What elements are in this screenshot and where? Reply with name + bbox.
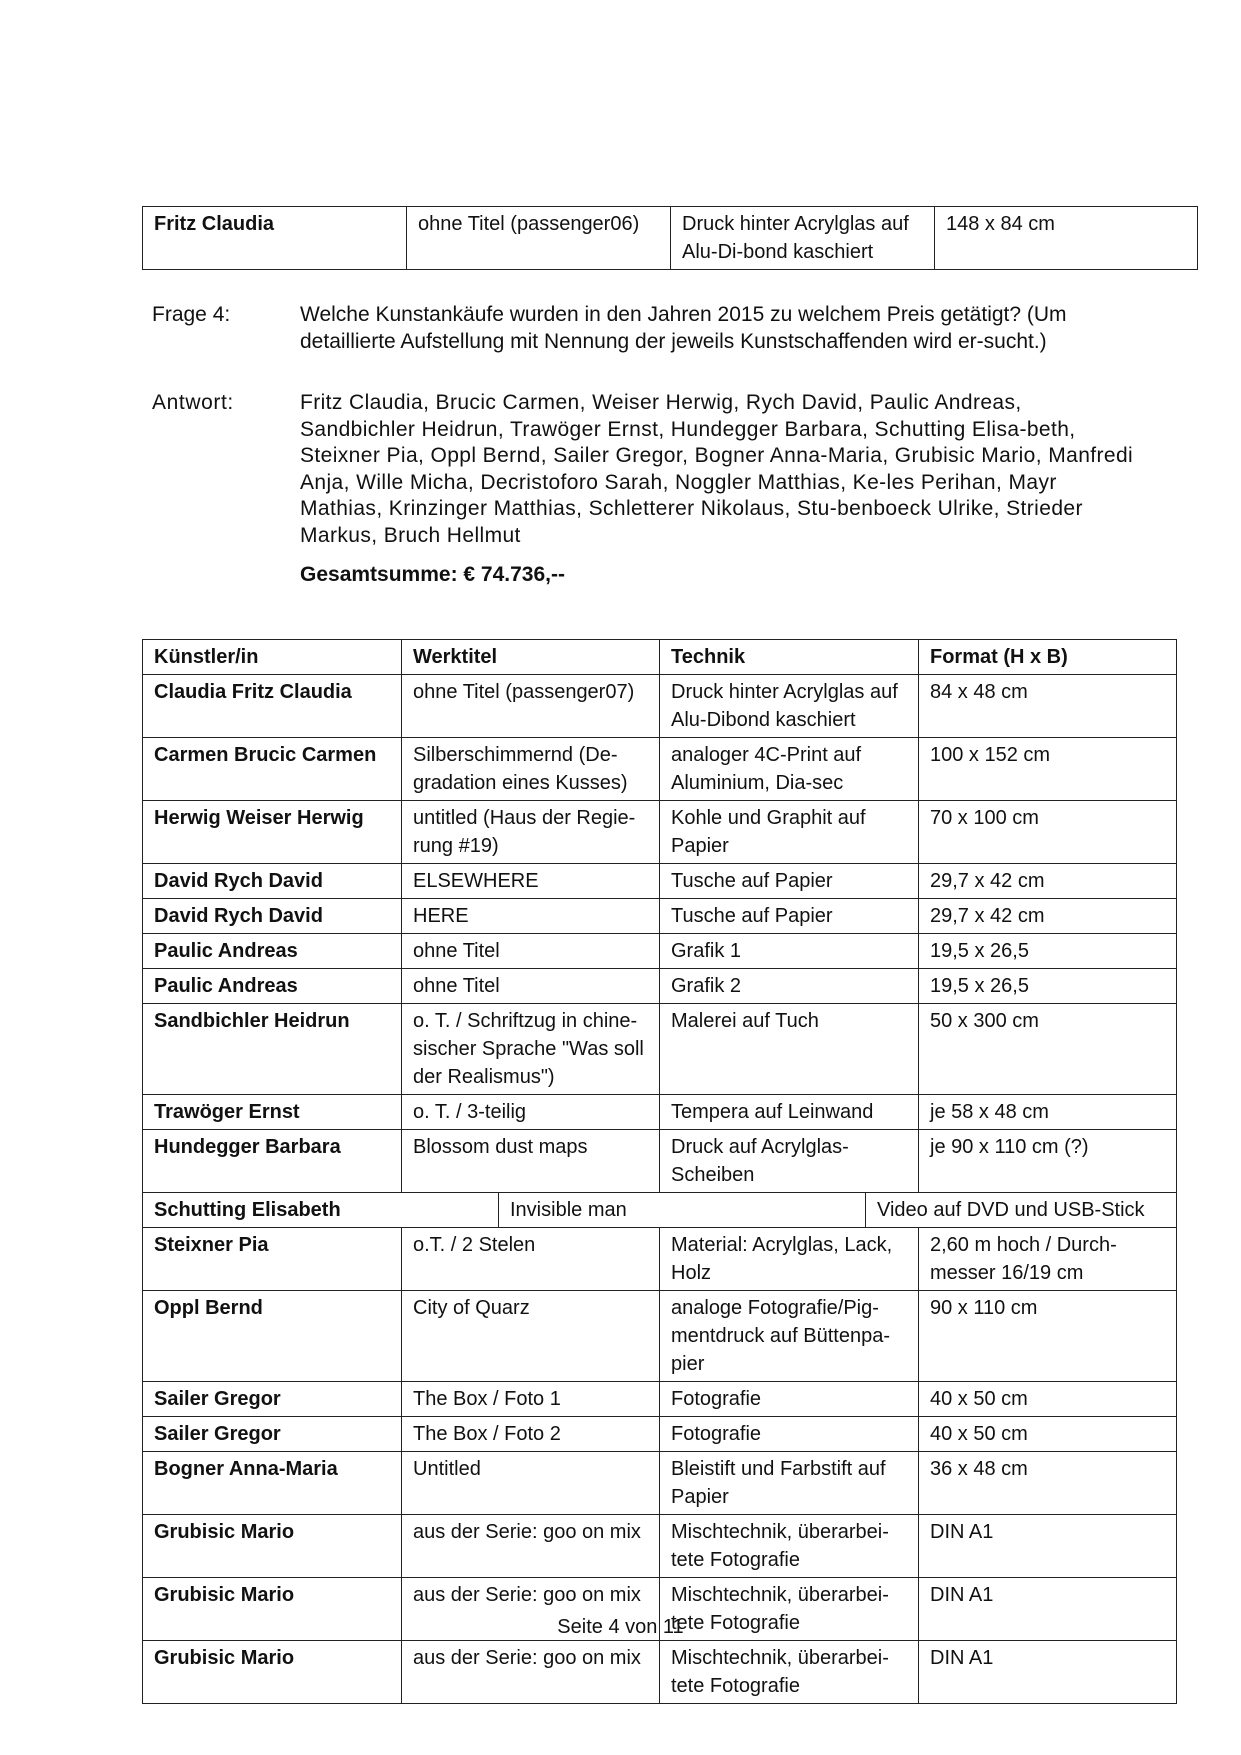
technique-cell: Kohle und Graphit auf Papier xyxy=(660,801,919,864)
table-row xyxy=(143,969,1177,1004)
technique-cell: Fotografie xyxy=(660,1417,919,1452)
table-row xyxy=(143,675,1177,738)
title-cell: ELSEWHERE xyxy=(402,864,660,899)
header-technique: Technik xyxy=(660,640,919,675)
technique-cell: Mischtechnik, überarbei-tete Fotografie xyxy=(660,1641,919,1704)
title-cell: The Box / Foto 1 xyxy=(402,1382,660,1417)
artist-cell: David Rych David xyxy=(143,864,402,899)
technique-cell: Tusche auf Papier xyxy=(660,864,919,899)
artist-cell: Herwig Weiser Herwig xyxy=(143,801,402,864)
artist-cell: Schutting Elisabeth xyxy=(154,1199,341,1221)
artist-cell: Fritz Claudia xyxy=(143,207,407,270)
artist-cell: Grubisic Mario xyxy=(143,1641,402,1704)
table-row xyxy=(143,934,1177,969)
artist-cell: Oppl Bernd xyxy=(143,1291,402,1382)
artist-cell: Paulic Andreas xyxy=(143,934,402,969)
technique-cell: Mischtechnik, überarbei-tete Fotografie xyxy=(660,1515,919,1578)
art-purchases-table xyxy=(142,639,1177,1704)
format-cell: DIN A1 xyxy=(919,1515,1177,1578)
artist-cell: Sailer Gregor xyxy=(143,1417,402,1452)
table-row xyxy=(143,1515,1177,1578)
technique-cell: Grafik 1 xyxy=(660,934,919,969)
table-row xyxy=(143,1382,1177,1417)
technique-cell: Tusche auf Papier xyxy=(660,899,919,934)
title-cell: ohne Titel (passenger07) xyxy=(402,675,660,738)
table-row xyxy=(143,801,1177,864)
format-cell: 2,60 m hoch / Durch-messer 16/19 cm xyxy=(919,1228,1177,1291)
technique-cell: Grafik 2 xyxy=(660,969,919,1004)
format-cell: 19,5 x 26,5 xyxy=(919,969,1177,1004)
page-number: Seite 4 von 11 xyxy=(557,1616,684,1638)
question-text: Welche Kunstankäufe wurden in den Jahren 2015 zu welchem Preis getätigt? (Um detaillierte Aufstellung mit Nennung der jeweils Kunstschaffenden wird er-sucht.) xyxy=(300,303,1067,353)
technique-cell: Druck auf Acrylglas-Scheiben xyxy=(660,1130,919,1193)
format-cell: 29,7 x 42 cm xyxy=(919,864,1177,899)
title-cell: Blossom dust maps xyxy=(402,1130,660,1193)
technique-cell: analoge Fotografie/Pig-mentdruck auf Büttenpa-pier xyxy=(660,1291,919,1382)
artist-cell: Bogner Anna-Maria xyxy=(143,1452,402,1515)
format-cell: 36 x 48 cm xyxy=(919,1452,1177,1515)
title-cell: HERE xyxy=(402,899,660,934)
format-cell: 19,5 x 26,5 xyxy=(919,934,1177,969)
title-cell: ohne Titel (passenger06) xyxy=(407,207,671,270)
technique-cell: Druck hinter Acrylglas auf Alu-Dibond kaschiert xyxy=(660,675,919,738)
technique-cell: Material: Acrylglas, Lack, Holz xyxy=(660,1228,919,1291)
artist-cell: Steixner Pia xyxy=(143,1228,402,1291)
format-cell: 40 x 50 cm xyxy=(919,1417,1177,1452)
table-row xyxy=(143,1095,1177,1130)
technique-cell: Video auf DVD und USB-Stick xyxy=(866,1193,1241,1227)
technique-cell: Tempera auf Leinwand xyxy=(660,1095,919,1130)
title-cell: The Box / Foto 2 xyxy=(402,1417,660,1452)
merged-row-cell xyxy=(143,1193,1177,1228)
technique-cell: analoger 4C-Print auf Aluminium, Dia-sec xyxy=(660,738,919,801)
table-row xyxy=(143,738,1177,801)
table-row xyxy=(143,1004,1177,1095)
format-cell: 84 x 48 cm xyxy=(919,675,1177,738)
total-sum: Gesamtsumme: € 74.736,-- xyxy=(300,563,565,586)
artist-cell: Claudia Fritz Claudia xyxy=(143,675,402,738)
format-cell: 90 x 110 cm xyxy=(919,1291,1177,1382)
table-row xyxy=(143,1228,1177,1291)
format-cell: 50 x 300 cm xyxy=(919,1004,1177,1095)
artist-cell: Grubisic Mario xyxy=(143,1515,402,1578)
technique-cell: Malerei auf Tuch xyxy=(660,1004,919,1095)
technique-cell: Druck hinter Acrylglas auf Alu-Di-bond kaschiert xyxy=(671,207,935,270)
title-cell: Invisible man xyxy=(499,1193,866,1227)
table-row xyxy=(143,1193,1177,1228)
format-cell: DIN A1 xyxy=(919,1578,1177,1641)
table-row xyxy=(143,207,1198,270)
table-row xyxy=(143,1452,1177,1515)
header-title: Werktitel xyxy=(402,640,660,675)
title-cell: ohne Titel xyxy=(402,934,660,969)
table-row xyxy=(143,864,1177,899)
title-cell: o. T. / 3-teilig xyxy=(402,1095,660,1130)
table-row xyxy=(143,1291,1177,1382)
header-format: Format (H x B) xyxy=(919,640,1177,675)
title-cell: aus der Serie: goo on mix xyxy=(402,1578,660,1641)
technique-cell: Mischtechnik, überarbei-tete Fotografie xyxy=(660,1578,919,1641)
format-cell: je 58 x 48 cm xyxy=(919,1095,1177,1130)
title-cell: Untitled xyxy=(402,1452,660,1515)
artist-cell: David Rych David xyxy=(143,899,402,934)
table-row xyxy=(143,899,1177,934)
technique-cell: Bleistift und Farbstift auf Papier xyxy=(660,1452,919,1515)
continuation-table xyxy=(142,206,1198,270)
table-row xyxy=(143,1641,1177,1704)
artist-cell: Grubisic Mario xyxy=(143,1578,402,1641)
artist-cell: Trawöger Ernst xyxy=(143,1095,402,1130)
answer-text: Fritz Claudia, Brucic Carmen, Weiser Herwig, Rych David, Paulic Andreas, Sandbichler Heidrun, Trawöger Ernst, Hundegger Barbara, Schutting Elisa-beth, Steixner Pia, Oppl Bernd, Sailer Gregor, Bogner Anna-Maria, Grubisic Mario, Manfredi Anja, Wille Micha, Decristoforo Sarah, Noggler Matthias, Ke-les Perihan, Mayr Mathias, Krinzinger Matthias, Schletterer Nikolaus, Stu-benboeck Ulrike, Strieder Markus, Bruch Hellmut xyxy=(300,391,1134,547)
title-cell: City of Quarz xyxy=(402,1291,660,1382)
artist-cell: Paulic Andreas xyxy=(143,969,402,1004)
table-header-row xyxy=(143,640,1177,675)
merged-row xyxy=(143,1193,1241,1227)
title-cell: o.T. / 2 Stelen xyxy=(402,1228,660,1291)
artist-cell: Sailer Gregor xyxy=(143,1382,402,1417)
format-cell: je 90 x 110 cm (?) xyxy=(919,1130,1177,1193)
title-cell: Silberschimmernd (De-gradation eines Kusses) xyxy=(402,738,660,801)
artist-cell: Carmen Brucic Carmen xyxy=(143,738,402,801)
format-cell: 148 x 84 cm xyxy=(935,207,1198,270)
artist-cell: Sandbichler Heidrun xyxy=(143,1004,402,1095)
artist-cell: Hundegger Barbara xyxy=(143,1130,402,1193)
format-cell: 70 x 100 cm xyxy=(919,801,1177,864)
table-row xyxy=(143,1417,1177,1452)
format-cell: DIN A1 xyxy=(919,1641,1177,1704)
technique-cell: Fotografie xyxy=(660,1382,919,1417)
header-artist: Künstler/in xyxy=(143,640,402,675)
format-cell: 100 x 152 cm xyxy=(919,738,1177,801)
title-cell: o. T. / Schriftzug in chine-sischer Sprache "Was soll der Realismus") xyxy=(402,1004,660,1095)
format-cell: 29,7 x 42 cm xyxy=(919,899,1177,934)
merged-row-table xyxy=(143,1193,1241,1227)
title-cell: aus der Serie: goo on mix xyxy=(402,1641,660,1704)
title-cell: ohne Titel xyxy=(402,969,660,1004)
format-cell: 40 x 50 cm xyxy=(919,1382,1177,1417)
title-cell: untitled (Haus der Regie-rung #19) xyxy=(402,801,660,864)
question-label: Frage 4: xyxy=(152,303,231,326)
answer-label: Antwort: xyxy=(152,391,234,414)
title-cell: aus der Serie: goo on mix xyxy=(402,1515,660,1578)
table-row xyxy=(143,1130,1177,1193)
